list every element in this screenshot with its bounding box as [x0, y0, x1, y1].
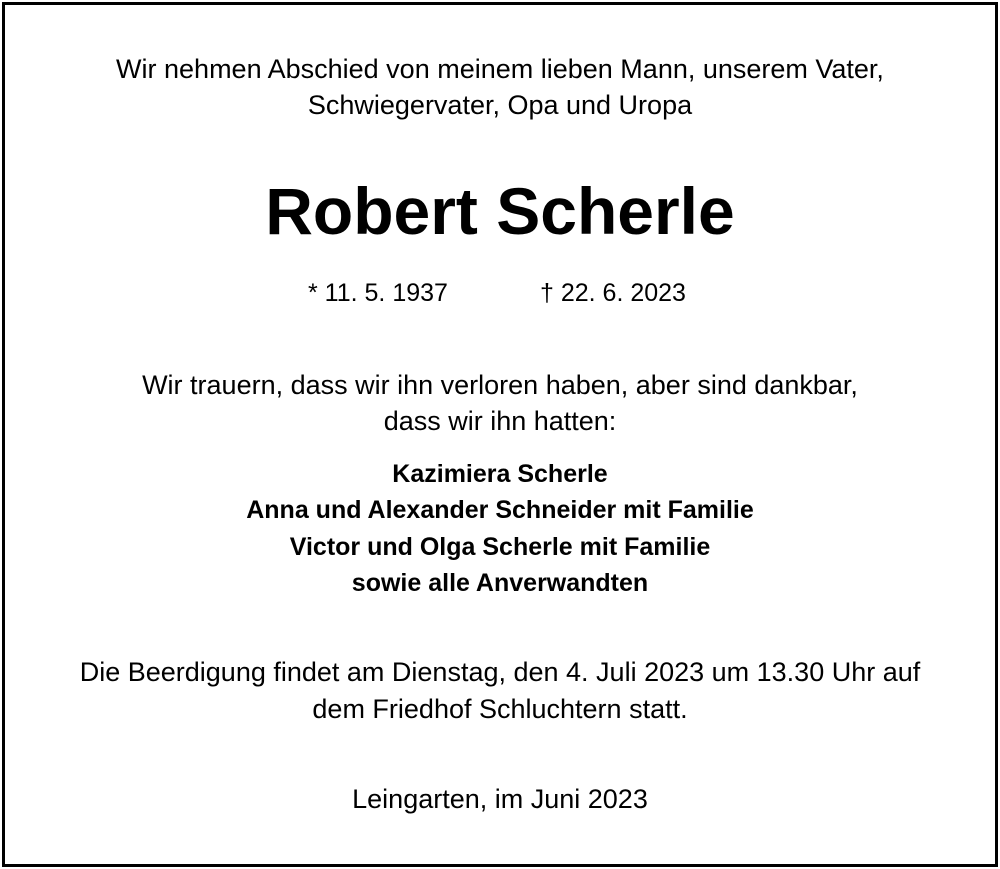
family-member-2: Anna und Alexander Schneider mit Familie	[246, 496, 754, 524]
death-date: † 22. 6. 2023	[540, 279, 686, 307]
family-member-3: Victor und Olga Scherle mit Familie	[289, 533, 711, 561]
family-member-1: Kazimiera Scherle	[392, 460, 608, 488]
mourning-line-2: dass wir ihn hatten:	[383, 406, 617, 436]
intro-line-2: Schwiegervater, Opa und Uropa	[307, 90, 693, 120]
family-member-4: sowie alle Anverwandten	[351, 569, 649, 597]
obituary-notice	[2, 2, 998, 867]
funeral-line-1: Die Beerdigung findet am Dienstag, den 4. Juli 2023 um 13.30 Uhr auf	[79, 657, 921, 687]
mourning-line-1: Wir trauern, dass wir ihn verloren haben, aber sind dankbar,	[142, 370, 858, 400]
place-and-date: Leingarten, im Juni 2023	[352, 784, 648, 814]
deceased-name: Robert Scherle	[265, 174, 735, 248]
life-dates	[5, 273, 995, 313]
birth-date: * 11. 5. 1937	[308, 279, 448, 307]
funeral-line-2: dem Friedhof Schluchtern statt.	[312, 694, 688, 724]
intro-line-1: Wir nehmen Abschied von meinem lieben Mann, unserem Vater,	[116, 54, 884, 84]
